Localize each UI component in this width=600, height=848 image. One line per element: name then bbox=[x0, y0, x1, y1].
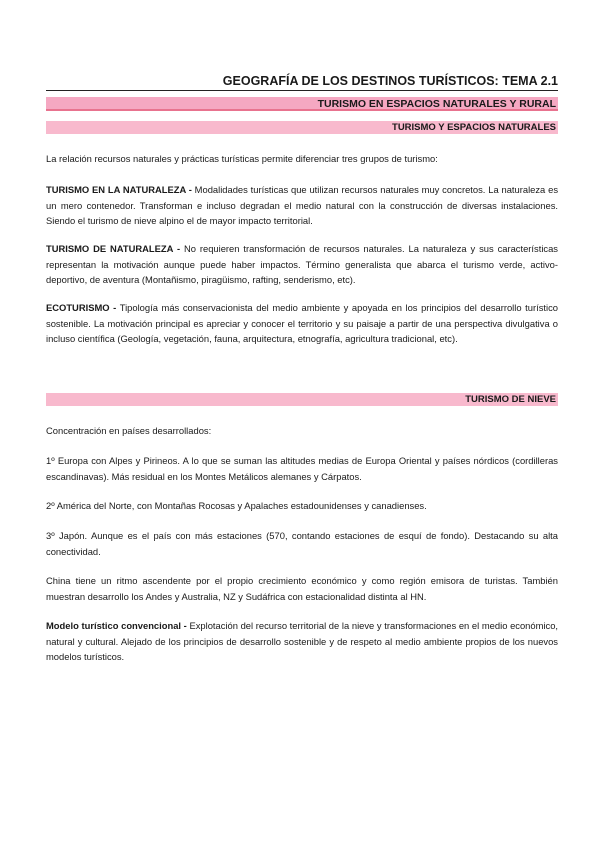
nieve-japon: 3º Japón. Aunque es el país con más estaciones (570, contando estaciones de esquí de fondo). Destacando su alta conectividad. bbox=[46, 530, 558, 557]
term-modelo-convencional: Modelo turístico convencional - bbox=[46, 620, 187, 631]
paragraph-turismo-de-naturaleza bbox=[46, 241, 558, 288]
nieve-europa: 1º Europa con Alpes y Pirineos. A lo que se suman las altitudes medias de Europa Oriental y países nórdicos (cordilleras escandinavas). Más residual en los Montes Metálicos alemanes y Cárpatos. bbox=[46, 455, 558, 482]
subsection-heading-natural: TURISMO Y ESPACIOS NATURALES bbox=[46, 121, 558, 134]
section-heading-nieve: TURISMO DE NIEVE bbox=[46, 393, 558, 406]
document-title: GEOGRAFÍA DE LOS DESTINOS TURÍSTICOS: TEMA 2.1 bbox=[46, 73, 558, 91]
text-turismo-en-naturaleza: Modalidades turísticas que utilizan recursos naturales muy concretos. La naturaleza es un mero contenedor. Transforman e incluso degradan el medio natural con la construcción de diversas instalaciones. Siendo el turismo de nieve alpino el de mayor impacto territorial. bbox=[46, 184, 559, 227]
intro-paragraph: La relación recursos naturales y prácticas turísticas permite diferenciar tres grupos de turismo: bbox=[46, 153, 438, 164]
term-ecoturismo: ECOTURISMO - bbox=[46, 302, 117, 313]
paragraph-turismo-en-naturaleza bbox=[46, 182, 558, 229]
paragraph-modelo-convencional bbox=[46, 618, 558, 665]
nieve-china: China tiene un ritmo ascendente por el propio crecimiento económico y como región emisora de turistas. También muestran desarrollo los Andes y Australia, NZ y Sudáfrica con estacionalidad distinta al HN. bbox=[46, 575, 558, 602]
term-turismo-en-naturaleza: TURISMO EN LA NATURALEZA - bbox=[46, 184, 192, 195]
text-turismo-de-naturaleza: No requieren transformación de recursos naturales. La naturaleza y sus características representan la motivación aunque puede haber impactos. Término generalista que abarca el turismo verde, activo-deportivo, de aventura (Montañismo, piragüismo, rafting, senderismo, etc). bbox=[46, 243, 558, 286]
text-modelo-convencional: Explotación del recurso territorial de la nieve y transformaciones en el medio económico, natural y cultural. Alejado de los principios de desarrollo sostenible y de respeto al medio ambiente propios de los nuevos modelos turísticos. bbox=[46, 620, 559, 663]
nieve-intro: Concentración en países desarrollados: bbox=[46, 425, 212, 436]
nieve-america: 2º América del Norte, con Montañas Rocosas y Apalaches estadounidenses y canadienses. bbox=[46, 500, 427, 511]
term-turismo-de-naturaleza: TURISMO DE NATURALEZA - bbox=[46, 243, 181, 254]
section-heading-main: TURISMO EN ESPACIOS NATURALES Y RURAL bbox=[46, 97, 558, 111]
text-ecoturismo: Tipología más conservacionista del medio ambiente y apoyada en los principios del desarrollo turístico sostenible. La motivación principal es apreciar y conocer el territorio y su paisaje a partir de una perspectiva divulgativa o incluso científica (Geología, vegetación, fauna, arquitectura, etnografía, agricultura tradicional, etc). bbox=[46, 302, 558, 345]
paragraph-ecoturismo bbox=[46, 300, 558, 347]
